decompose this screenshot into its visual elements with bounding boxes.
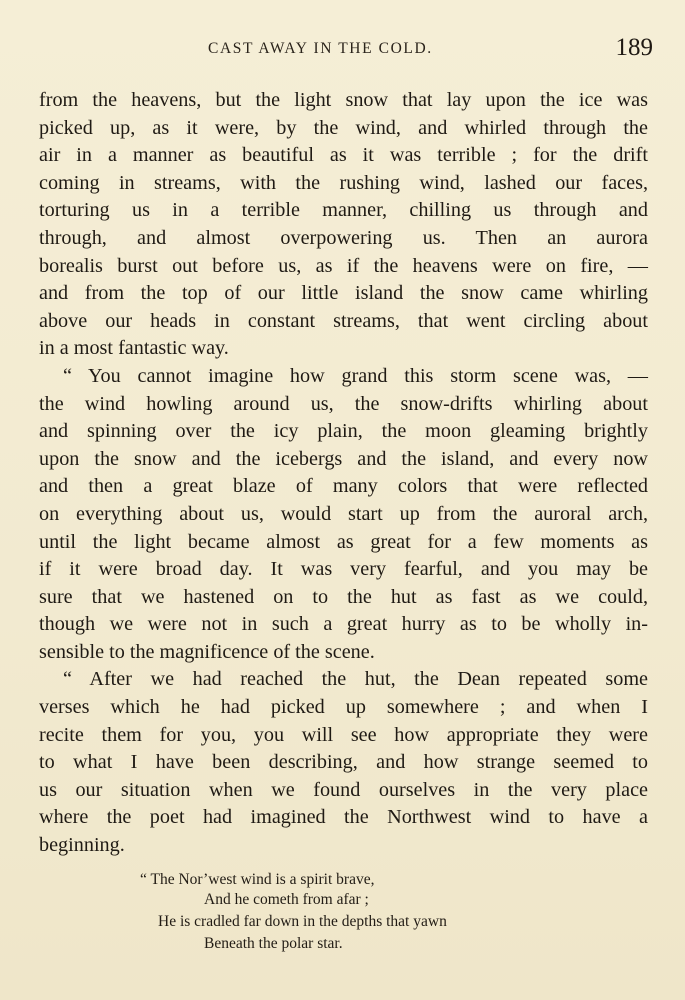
text-line: sensible to the magnificence of the scene.	[39, 640, 375, 663]
text-line: beginning.	[39, 834, 125, 857]
verse-line: Beneath the polar star.	[204, 935, 343, 952]
running-head: CAST AWAY IN THE COLD.	[208, 40, 433, 57]
page-number: 189	[615, 34, 653, 61]
text-line: through, and almost overpowering us. Then an aurora	[39, 226, 648, 249]
text-line: picked up, as it were, by the wind, and whirled through the	[39, 116, 648, 139]
verse-line: He is cradled far down in the depths that yawn	[158, 913, 447, 930]
text-line: where the poet had imagined the Northwest wind to have a	[39, 806, 648, 829]
text-line: from the heavens, but the light snow that lay upon the ice was	[39, 89, 648, 111]
text-line: above our heads in constant streams, that went circling about	[39, 309, 648, 332]
text-line: if it were broad day. It was very fearful, and you may be	[39, 558, 648, 581]
verse-line: And he cometh from afar ;	[204, 891, 369, 908]
text-line: sure that we hastened on to the hut as fast as we could,	[39, 585, 648, 608]
text-line: air in a manner as beautiful as it was terrible ; for the drift	[39, 144, 648, 167]
text-line: until the light became almost as great for a few moments as	[39, 530, 648, 553]
verse-line: “ The Nor’west wind is a spirit brave,	[140, 871, 375, 888]
text-line: “ You cannot imagine how grand this storm scene was, —	[63, 364, 648, 387]
text-line: torturing us in a terrible manner, chilling us through and	[39, 199, 648, 222]
text-line: and then a great blaze of many colors that were reflected	[39, 475, 648, 498]
text-line: “ After we had reached the hut, the Dean repeated some	[63, 668, 648, 691]
text-line: though we were not in such a great hurry as to be wholly in-	[39, 613, 648, 636]
page-header	[0, 36, 685, 66]
text-line: verses which he had picked up somewhere ; and when I	[39, 696, 648, 719]
text-line: the wind howling around us, the snow-drifts whirling about	[39, 392, 648, 415]
text-line: to what I have been describing, and how strange seemed to	[39, 751, 648, 774]
text-line: us our situation when we found ourselves in the very place	[39, 778, 648, 801]
text-line: recite them for you, you will see how appropriate they were	[39, 723, 648, 746]
text-line: in a most fantastic way.	[39, 337, 229, 360]
text-line: and spinning over the icy plain, the moon gleaming brightly	[39, 420, 648, 443]
text-line: on everything about us, would start up from the auroral arch,	[39, 502, 648, 525]
text-line: coming in streams, with the rushing wind, lashed our faces,	[39, 171, 648, 194]
text-line: and from the top of our little island the snow came whirling	[39, 282, 648, 305]
text-line: borealis burst out before us, as if the heavens were on fire, —	[39, 254, 648, 277]
text-line: upon the snow and the icebergs and the island, and every now	[39, 447, 648, 470]
body-text	[39, 87, 648, 860]
